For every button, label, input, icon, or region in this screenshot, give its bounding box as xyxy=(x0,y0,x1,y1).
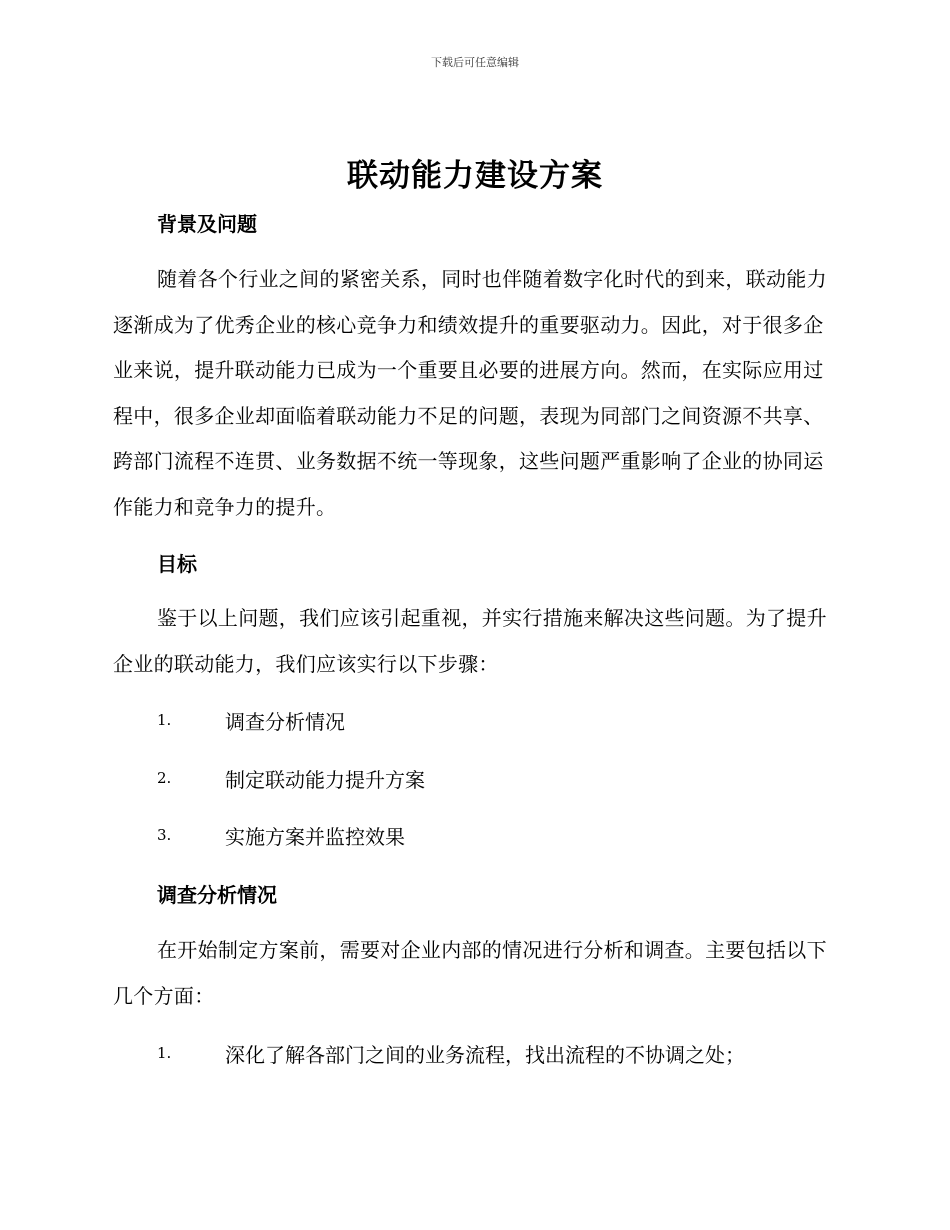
heading-survey: 调查分析情况 xyxy=(157,883,277,907)
list-text: 制定联动能力提升方案 xyxy=(225,768,425,792)
page-header-note: 下载后可任意编辑 xyxy=(431,56,519,69)
list-number: 1. xyxy=(157,1044,172,1062)
list-number: 2. xyxy=(157,769,172,787)
list-number: 1. xyxy=(157,711,172,729)
paragraph-survey: 在开始制定方案前，需要对企业内部的情况进行分析和调查。主要包括以下几个方面： xyxy=(113,938,827,1008)
list-text: 深化了解各部门之间的业务流程，找出流程的不协调之处； xyxy=(225,1043,745,1067)
heading-background: 背景及问题 xyxy=(157,212,257,236)
document-title: 联动能力建设方案 xyxy=(347,158,603,194)
list-number: 3. xyxy=(157,826,172,844)
paragraph-goal: 鉴于以上问题，我们应该引起重视，并实行措施来解决这些问题。为了提升企业的联动能力，我们应该实行以下步骤： xyxy=(113,606,827,676)
heading-goal: 目标 xyxy=(157,552,197,576)
paragraph-background: 随着各个行业之间的紧密关系，同时也伴随着数字化时代的到来，联动能力逐渐成为了优秀企业的核心竞争力和绩效提升的重要驱动力。因此，对于很多企业来说，提升联动能力已成为一个重要且必要的进展方向。然而，在实际应用过程中，很多企业却面临着联动能力不足的问题，表现为同部门之间资源不共享、跨部门流程不连贯、业务数据不统一等现象，这些问题严重影响了企业的协同运作能力和竞争力的提升。 xyxy=(113,267,827,519)
list-text: 调查分析情况 xyxy=(225,710,345,734)
list-text: 实施方案并监控效果 xyxy=(225,825,405,849)
